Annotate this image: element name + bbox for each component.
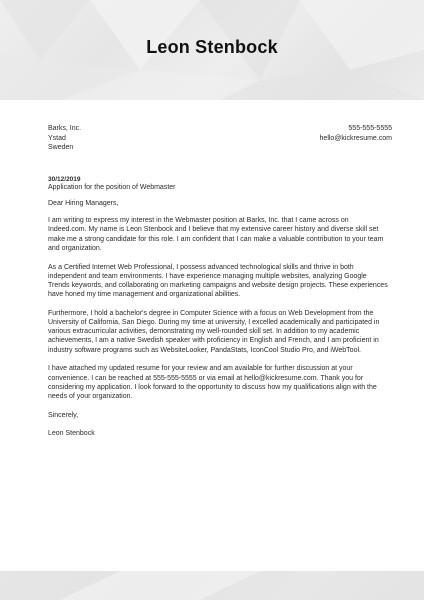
letter-subject: Application for the position of Webmaster: [48, 184, 176, 191]
letter-body: [48, 199, 388, 448]
footer-pattern: [0, 571, 424, 600]
closing: Sincerely,: [48, 411, 79, 419]
greeting: Dear Hiring Managers,: [48, 200, 119, 207]
body-paragraph-1: I am writing to express my interest in the Webmaster position at Barks, Inc. that I came across on Indeed.com. My name is Leon Stenbock and I believe that my extensive career history and diverse skill set make me a strong candidate for this role. I am confident that I can make a valuable contribution to your team and organization.: [48, 217, 384, 252]
recipient-company: Barks, Inc.: [48, 125, 82, 132]
body-paragraph-4: I have attached my updated resume for your review and am available for further discussion at your convenience. I can be reached at 555-555-5555 or via email at hello@kickresume.com. Thank you for considering my application. I look forward to the opportunity to discuss how my qualifications align with the needs of your organization.: [48, 365, 377, 400]
recipient-address: [48, 124, 81, 153]
recipient-country: Sweden: [48, 144, 74, 152]
body-paragraph-2: As a Certified Internet Web Professional, I possess advanced technological skills and thrive in both independent and team environments. I have experience managing multiple websites, analyzing Google Trends keywords, and collaborating on marketing campaigns and website design projects. These experiences have honed my time management and organizational abilities.: [48, 263, 388, 299]
footer-banner: [0, 571, 424, 600]
applicant-name: Leon Stenbock: [146, 37, 278, 57]
sender-phone: 555-555-5555: [348, 125, 392, 132]
recipient-city: Ystad: [48, 134, 66, 142]
signature: Leon Stenbock: [48, 430, 95, 438]
body-paragraph-3: Furthermore, I hold a bachelor's degree in Computer Science with a focus on Web Development from the University of California, San Diego. During my time at university, I excelled academically and participated in various extracurricular activities, demonstrating my well-rounded skill set. In addition to my academic achievements, I am a native Swedish speaker with proficiency in English and French, and I am proficient in industry software programs such as WebsiteLooker, PandaStats, IconCool Studio Pro, and iWebTool.: [48, 309, 380, 354]
sender-contact: [320, 124, 392, 143]
letter-date: 30/12/2019: [48, 176, 81, 183]
sender-email: hello@kickresume.com: [319, 134, 392, 142]
